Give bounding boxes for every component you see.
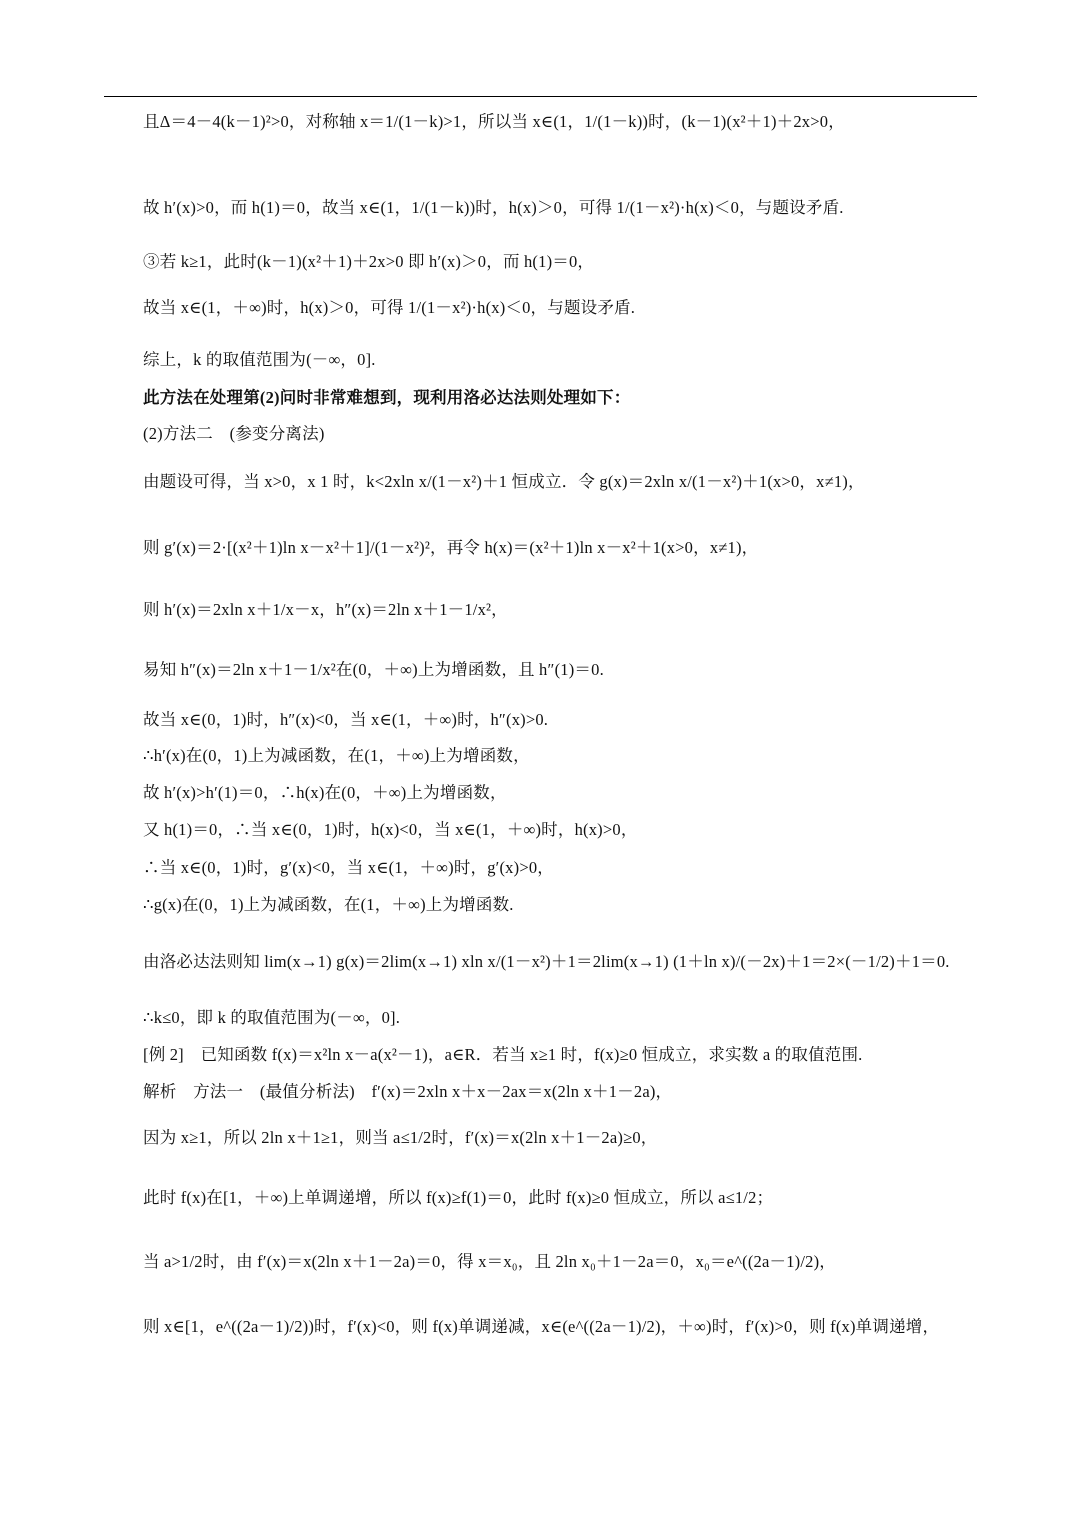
text-line: 解析 方法一 (最值分析法) f′(x)＝2xln x＋x－2ax＝x(2ln x＋1－2a)， bbox=[143, 1082, 673, 1101]
text-line: ∴g(x)在(0，1)上为减函数，在(1，＋∞)上为增函数. bbox=[143, 895, 514, 914]
text-line: 则 h′(x)＝2xln x＋1/x－x，h″(x)＝2ln x＋1－1/x²， bbox=[143, 600, 508, 619]
text-line: (2)方法二 (参变分离法) bbox=[143, 424, 325, 443]
text-line: ③若 k≥1，此时(k－1)(x²＋1)＋2x>0 即 h′(x)＞0，而 h(1)＝0， bbox=[143, 252, 595, 271]
text-line: 又 h(1)＝0，∴当 x∈(0，1)时，h(x)<0，当 x∈(1，＋∞)时，h(x)>0， bbox=[143, 820, 638, 839]
text-line: 故 h′(x)>h′(1)＝0，∴h(x)在(0，＋∞)上为增函数， bbox=[143, 783, 507, 802]
text-line: ∴k≤0，即 k 的取值范围为(－∞，0]. bbox=[143, 1008, 401, 1027]
text-line: 易知 h″(x)＝2ln x＋1－1/x²在(0，＋∞)上为增函数，且 h″(1)＝0. bbox=[143, 660, 604, 679]
header-rule bbox=[104, 96, 977, 97]
text-line: 且Δ＝4－4(k－1)²>0，对称轴 x＝1/(1－k)>1，所以当 x∈(1，1/(1－k))时，(k－1)(x²＋1)＋2x>0， bbox=[143, 112, 845, 131]
text-line: 由洛必达法则知 lim(x→1) g(x)＝2lim(x→1) xln x/(1－x²)＋1＝2lim(x→1) (1＋ln x)/(－2x)＋1＝2×(－1/2)＋1＝0. bbox=[143, 952, 950, 971]
text-line: 故当 x∈(0，1)时，h″(x)<0，当 x∈(1，＋∞)时，h″(x)>0. bbox=[143, 710, 549, 729]
text-line: 综上，k 的取值范围为(－∞，0]. bbox=[143, 350, 376, 369]
text-line: 则 x∈[1，e^((2a－1)/2))时，f′(x)<0，则 f(x)单调递减，x∈(e^((2a－1)/2)，＋∞)时，f′(x)>0，则 f(x)单调递增， bbox=[143, 1317, 940, 1336]
text-line: 则 g′(x)＝2·[(x²＋1)ln x－x²＋1]/(1－x²)²，再令 h(x)＝(x²＋1)ln x－x²＋1(x>0，x≠1)， bbox=[143, 538, 759, 557]
text-line: ∴当 x∈(0，1)时，g′(x)<0，当 x∈(1，＋∞)时，g′(x)>0， bbox=[143, 858, 554, 877]
text-line: [例 2] 已知函数 f(x)＝x²ln x－a(x²－1)，a∈R．若当 x≥1 时，f(x)≥0 恒成立，求实数 a 的取值范围. bbox=[143, 1045, 863, 1064]
text-line: 当 a>1/2时，由 f′(x)＝x(2ln x＋1－2a)＝0，得 x＝x₀，且 2ln x₀＋1－2a＝0，x₀＝e^((2a－1)/2)， bbox=[143, 1252, 836, 1271]
text-line: ∴h′(x)在(0，1)上为减函数，在(1，＋∞)上为增函数， bbox=[143, 746, 530, 765]
text-line: 此方法在处理第(2)问时非常难想到，现利用洛必达法则处理如下： bbox=[143, 388, 631, 407]
text-line: 故 h′(x)>0，而 h(1)＝0，故当 x∈(1，1/(1－k))时，h(x)＞0，可得 1/(1－x²)·h(x)＜0，与题设矛盾. bbox=[143, 198, 844, 217]
text-line: 此时 f(x)在[1，＋∞)上单调递增，所以 f(x)≥f(1)＝0，此时 f(x)≥0 恒成立，所以 a≤1/2； bbox=[143, 1188, 774, 1207]
text-line: 故当 x∈(1，＋∞)时，h(x)＞0，可得 1/(1－x²)·h(x)＜0，与题设矛盾. bbox=[143, 298, 636, 317]
text-line: 因为 x≥1，所以 2ln x＋1≥1，则当 a≤1/2时，f′(x)＝x(2ln x＋1－2a)≥0， bbox=[143, 1128, 658, 1147]
text-line: 由题设可得，当 x>0，x 1 时，k<2xln x/(1－x²)＋1 恒成立．令 g(x)＝2xln x/(1－x²)＋1(x>0，x≠1)， bbox=[143, 472, 865, 491]
